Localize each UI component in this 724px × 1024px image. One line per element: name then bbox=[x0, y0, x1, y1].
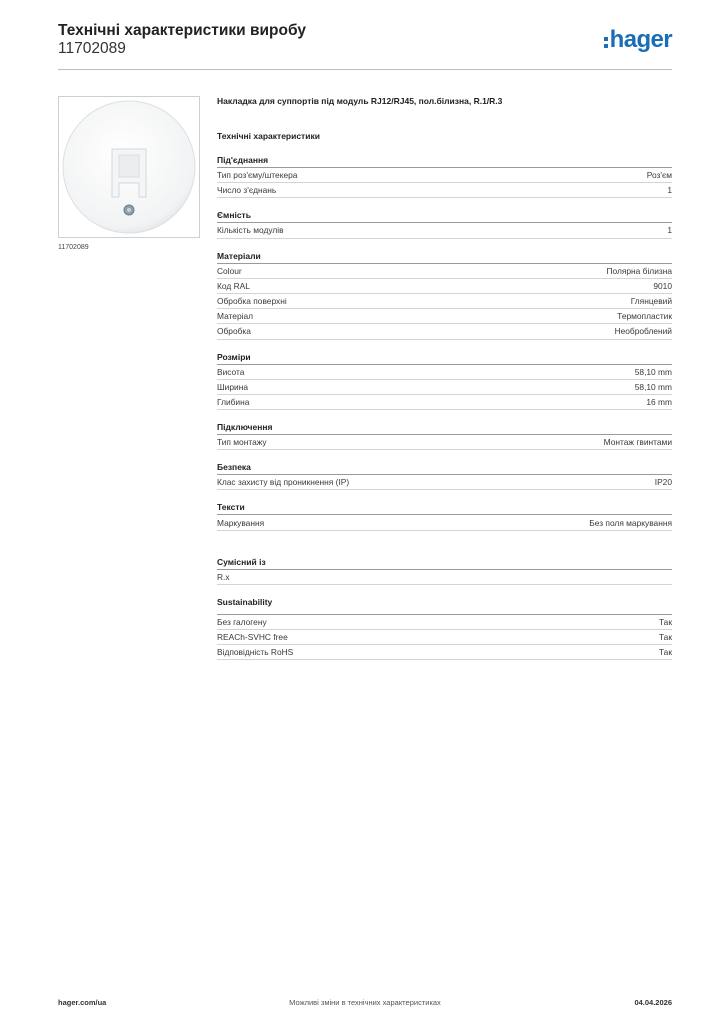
spec-row bbox=[217, 475, 672, 490]
spec-group-compatible bbox=[217, 556, 672, 585]
footer-date: 04.04.2026 bbox=[634, 998, 672, 1007]
spec-value: 1 bbox=[667, 225, 672, 236]
spec-key: Тип монтажу bbox=[217, 437, 267, 448]
spec-value: Так bbox=[658, 647, 672, 658]
spec-row bbox=[217, 515, 672, 530]
spec-key: Обробка bbox=[217, 326, 251, 337]
spec-key: Кількість модулів bbox=[217, 225, 284, 236]
spec-row bbox=[217, 380, 672, 395]
spec-value: Монтаж гвинтами bbox=[603, 437, 672, 448]
spec-key: R.x bbox=[217, 571, 230, 582]
spec-value: Без поля маркування bbox=[589, 517, 672, 528]
spec-value: 1 bbox=[667, 185, 672, 196]
group-title: Під'єднання bbox=[217, 154, 672, 168]
spec-row bbox=[217, 395, 672, 410]
group-title: Тексти bbox=[217, 501, 672, 515]
group-title: Підключення bbox=[217, 421, 672, 435]
logo-dots-icon bbox=[604, 37, 608, 48]
spec-group-safety bbox=[217, 461, 672, 490]
socket-recess bbox=[119, 155, 139, 177]
spec-value: Глянцевий bbox=[630, 296, 672, 307]
product-illustration bbox=[59, 97, 199, 237]
spec-key: Тип роз'єму/штекера bbox=[217, 170, 298, 181]
spec-row bbox=[217, 294, 672, 309]
spec-row bbox=[217, 279, 672, 294]
spec-key: Глибина bbox=[217, 396, 250, 407]
spec-key: Число з'єднань bbox=[217, 185, 277, 196]
spec-key: Висота bbox=[217, 366, 245, 377]
header-divider bbox=[58, 69, 672, 70]
spec-value: Полярна білизна bbox=[606, 265, 672, 276]
spec-key: Код RAL bbox=[217, 280, 250, 291]
spec-row bbox=[217, 309, 672, 324]
spec-group-texts bbox=[217, 501, 672, 530]
footer-notice: Можливі зміни в технічних характеристиках bbox=[289, 998, 441, 1007]
spec-group-dimensions bbox=[217, 351, 672, 411]
spec-key: Ширина bbox=[217, 381, 248, 392]
spec-row bbox=[217, 168, 672, 183]
spec-row bbox=[217, 615, 672, 630]
spec-value: Так bbox=[658, 632, 672, 643]
spec-key: Відповідність RoHS bbox=[217, 647, 294, 658]
group-title: Матеріали bbox=[217, 250, 672, 264]
image-caption: 11702089 bbox=[58, 244, 89, 251]
section-title: Технічні характеристики bbox=[217, 131, 320, 141]
group-title: Безпека bbox=[217, 461, 672, 475]
spec-row bbox=[217, 183, 672, 198]
spec-key: Colour bbox=[217, 265, 242, 276]
spec-row bbox=[217, 365, 672, 380]
footer-website-link[interactable]: hager.com/ua bbox=[58, 998, 107, 1007]
spec-row bbox=[217, 264, 672, 279]
logo-text: hager bbox=[609, 26, 672, 53]
spec-value: Необроблений bbox=[614, 326, 672, 337]
spec-group-capacity bbox=[217, 209, 672, 238]
spec-value: 9010 bbox=[653, 280, 672, 291]
group-title: Розміри bbox=[217, 351, 672, 365]
spec-value: 58,10 mm bbox=[634, 366, 672, 377]
spec-value: Так bbox=[658, 616, 672, 627]
hager-logo[interactable] bbox=[604, 26, 672, 54]
product-image bbox=[58, 96, 200, 238]
group-title: Sustainability bbox=[217, 596, 672, 615]
spec-key: Обробка поверхні bbox=[217, 296, 287, 307]
spec-key: Маркування bbox=[217, 517, 265, 528]
spec-group-sustainability bbox=[217, 596, 672, 661]
spec-value: 58,10 mm bbox=[634, 381, 672, 392]
spec-key: Без галогену bbox=[217, 616, 267, 627]
spec-value: 16 mm bbox=[646, 396, 672, 407]
page-header bbox=[58, 22, 672, 68]
product-code: 11702089 bbox=[58, 40, 126, 57]
spec-row bbox=[217, 570, 672, 585]
spec-value: Термопластик bbox=[617, 311, 672, 322]
spec-value: IP20 bbox=[654, 477, 672, 488]
spec-group-materials bbox=[217, 250, 672, 340]
spec-group-mounting bbox=[217, 421, 672, 450]
spec-content bbox=[217, 95, 672, 660]
group-title: Сумісний із bbox=[217, 556, 672, 570]
spec-row bbox=[217, 630, 672, 645]
spec-row bbox=[217, 324, 672, 339]
product-name: Накладка для суппортів під модуль RJ12/RJ45, пол.білизна, R.1/R.3 bbox=[217, 96, 503, 106]
page-title: Технічні характеристики виробу bbox=[58, 22, 306, 39]
group-title: Ємність bbox=[217, 209, 672, 223]
spec-key: Клас захисту від проникнення (IP) bbox=[217, 477, 350, 488]
spec-row bbox=[217, 223, 672, 238]
spec-row bbox=[217, 435, 672, 450]
spec-key: REACh-SVHC free bbox=[217, 632, 288, 643]
spec-key: Матеріал bbox=[217, 311, 254, 322]
spec-row bbox=[217, 645, 672, 660]
spec-value: Роз'єм bbox=[646, 170, 672, 181]
spec-group-connection bbox=[217, 154, 672, 198]
